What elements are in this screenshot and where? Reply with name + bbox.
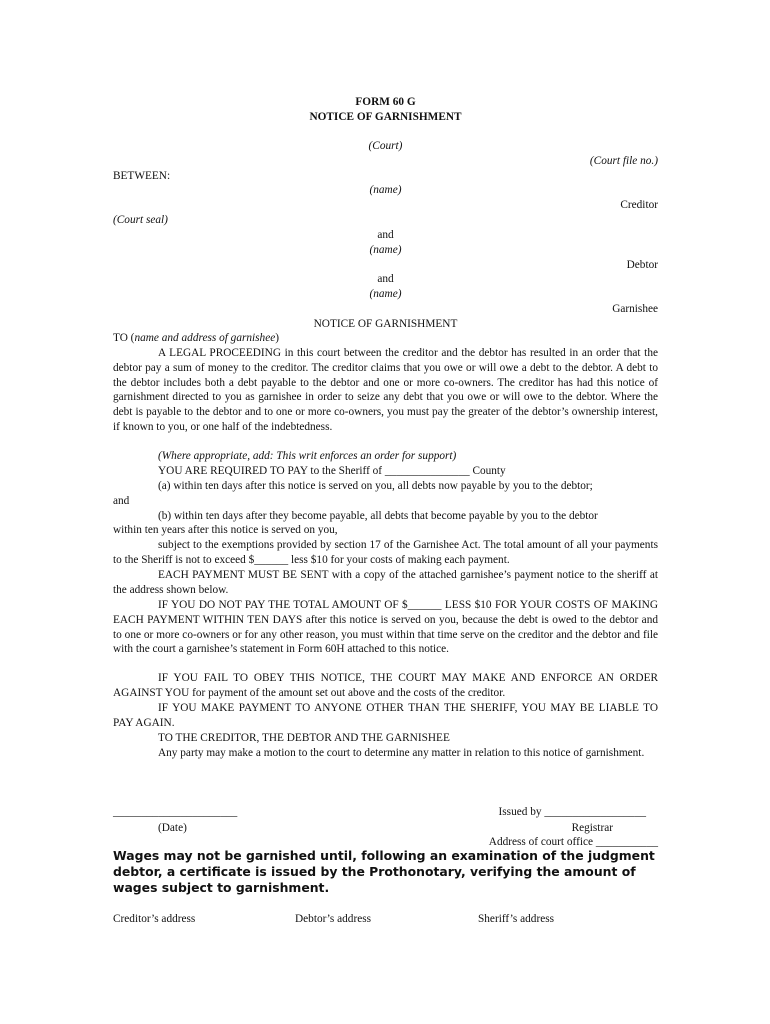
document-page — [113, 0, 658, 1024]
motion-text: Any party may make a motion to the court to determine any matter in relation to this notice of garnishment. — [158, 747, 645, 759]
legal-proceeding-text: A LEGAL PROCEEDING in this court between the creditor and the debtor has resulted in an order that the debtor pay a sum of money to the creditor. The creditor claims that you owe or will owe a debt to the debtor. A debt to the debtor includes both a debt payable to the debtor and one or more co-owners. The creditor has had this notice of garnishment directed to you as garnishee in order to seize any debt that you owe or will owe to the debtor. Where the debt is payable to the debtor and to one or more co-owners, you must pay the greater of the debtor’s ownership interest, if known to you, or one half of the indebtedness. — [113, 347, 658, 433]
to-parties-heading: TO THE CREDITOR, THE DEBTOR AND THE GARNISHEE — [158, 732, 450, 744]
date-signature-line: ______________________ — [113, 806, 238, 818]
if-make-payment-paragraph — [113, 701, 658, 731]
creditor-label: Creditor — [620, 199, 658, 211]
court-seal: (Court seal) — [113, 214, 168, 226]
motion-paragraph — [113, 746, 658, 761]
item-a: (a) within ten days after this notice is served on you, all debts now payable by you to the debtor; — [158, 480, 593, 492]
sheriff-address-label: Sheriff’s address — [478, 913, 555, 925]
if-not-pay-paragraph — [113, 598, 658, 657]
item-b-line-1: (b) within ten days after they become payable, all debts that become payable by you to the debtor — [158, 510, 598, 522]
registrar-label: Registrar — [571, 822, 613, 834]
and-separator-1: and — [377, 229, 394, 241]
debtor-address-label: Debtor’s address — [295, 913, 372, 925]
if-not-pay-text: IF YOU DO NOT PAY THE TOTAL AMOUNT OF $______ LESS $10 FOR YOUR COSTS OF MAKING EACH PAYMENT WITHIN TEN DAYS after this notice is served on you, because the debt is owed to the debtor and to one or more co-owners or for any other reason, you must within that time serve on the creditor and the debtor and file with the court a garnishee’s statement in Form 60H attached to this notice. — [113, 599, 658, 656]
debtor-label: Debtor — [626, 259, 658, 271]
addressee-placeholder: name and address of garnishee — [134, 332, 276, 344]
and-separator-2: and — [377, 273, 394, 285]
each-payment-text: EACH PAYMENT MUST BE SENT with a copy of the attached garnishee’s payment notice to the sheriff at the address shown below. — [113, 569, 658, 596]
notice-subtitle: NOTICE OF GARNISHMENT — [313, 318, 458, 330]
addressee-prefix: TO ( — [113, 332, 135, 344]
date-label: (Date) — [158, 822, 187, 834]
required-to-pay: YOU ARE REQUIRED TO PAY to the Sheriff of _______________ County — [158, 465, 506, 477]
exemptions-text: subject to the exemptions provided by section 17 of the Garnishee Act. The total amount of all your payments to the Sheriff is not to exceed $______ less $10 for your costs of making each payment. — [113, 539, 658, 566]
addressee-suffix: ) — [275, 332, 279, 344]
each-payment-paragraph — [113, 568, 658, 598]
form-number: FORM 60 G — [355, 96, 416, 108]
form-title: NOTICE OF GARNISHMENT — [309, 111, 462, 123]
court-placeholder: (Court) — [368, 140, 403, 152]
addressee-line — [113, 331, 658, 346]
if-fail-paragraph — [113, 671, 658, 701]
if-fail-text: IF YOU FAIL TO OBEY THIS NOTICE, THE COURT MAY MAKE AND ENFORCE AN ORDER AGAINST YOU for payment of the amount set out above and the costs of the creditor. — [113, 672, 658, 699]
if-make-payment-text: IF YOU MAKE PAYMENT TO ANYONE OTHER THAN THE SHERIFF, YOU MAY BE LIABLE TO PAY AGAIN. — [113, 702, 658, 729]
garnishee-name-placeholder: (name) — [369, 288, 402, 300]
wage-garnishment-warning: Wages may not be garnished until, following an examination of the judgment debtor, a certificate is issued by the Prothonotary, verifying the amount of wages subject to garnishment. — [113, 848, 655, 895]
issued-by-line: Issued by __________________ — [498, 806, 646, 818]
court-file-number: (Court file no.) — [589, 155, 658, 167]
creditor-name-placeholder: (name) — [369, 184, 402, 196]
debtor-name-placeholder: (name) — [369, 244, 402, 256]
exemptions-paragraph — [113, 538, 658, 568]
between-label: BETWEEN: — [113, 170, 171, 182]
and-connector: and — [113, 495, 130, 507]
creditor-address-label: Creditor’s address — [113, 913, 196, 925]
garnishee-label: Garnishee — [612, 303, 658, 315]
support-note: (Where appropriate, add: This writ enforces an order for support) — [158, 450, 457, 462]
court-office-address-line: Address of court office ___________ — [488, 836, 658, 848]
item-b-line-2: within ten years after this notice is served on you, — [113, 524, 338, 536]
legal-proceeding-paragraph — [113, 346, 658, 435]
